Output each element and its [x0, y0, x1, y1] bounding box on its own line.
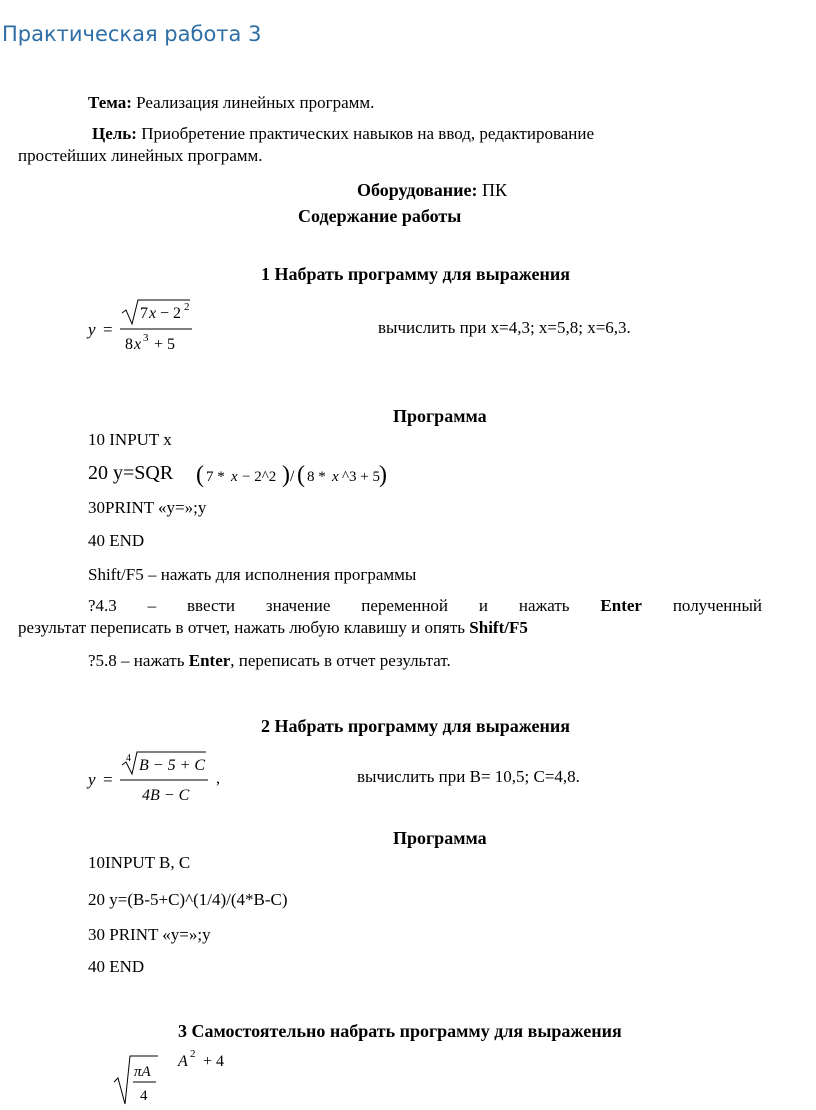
- formula3-radical-num: πA: [134, 1064, 151, 1080]
- task2-program-heading: Программа: [393, 828, 487, 848]
- equipment-value: ПК: [482, 180, 508, 200]
- task2-compute: вычислить при B= 10,5; C=4,8.: [357, 767, 580, 786]
- formula2-root-index: 4: [126, 753, 131, 764]
- task1-line30: 30PRINT «у=»;у: [88, 498, 207, 517]
- equipment-label: Оборудование:: [357, 180, 478, 200]
- paren-open-2: (: [297, 462, 305, 488]
- task1-formula: [80, 296, 210, 358]
- expr-8: 8 *: [307, 469, 326, 485]
- content-heading: Содержание работы: [298, 206, 462, 226]
- task1-shift-note: Shift/F5 – нажать для исполнения программы: [88, 565, 417, 584]
- formula3-right-rest: + 4: [203, 1053, 225, 1070]
- task1-program-heading: Программа: [393, 406, 487, 426]
- task2-line40: 40 END: [88, 957, 145, 976]
- topic-label: Тема:: [88, 93, 132, 112]
- task3-formula: [108, 1042, 248, 1108]
- paren-open-1: (: [196, 462, 204, 488]
- expr-minus: − 2^2: [242, 469, 277, 485]
- formula1-den-x: x: [134, 336, 142, 353]
- formula2-den: 4B − C: [142, 787, 190, 804]
- task2-line10: 10INPUT B, C: [88, 853, 191, 872]
- formula1-den-a: 8: [125, 336, 133, 353]
- expr-x1: x: [231, 469, 238, 485]
- task1-line10: 10 INPUT x: [88, 430, 172, 449]
- goal-line: [92, 124, 594, 144]
- formula3-right-base: A: [178, 1053, 188, 1070]
- task2-line20: 20 y=(B-5+C)^(1/4)/(4*B-C): [88, 890, 288, 909]
- task1-step2: ?5.8 – нажать Enter, переписать в отчет результат.: [88, 651, 451, 670]
- paren-close-2: ): [379, 462, 387, 488]
- task3-heading: 3 Самостоятельно набрать программу для выражения: [178, 1021, 622, 1041]
- task1-line20: [88, 462, 173, 485]
- formula1-den-exp: 3: [143, 332, 149, 344]
- goal-text-line1: Приобретение практических навыков на ввод, редактирование: [141, 124, 595, 143]
- task2-formula: [80, 748, 230, 808]
- formula1-num-a: 7: [140, 305, 148, 322]
- formula3-right-exp: 2: [190, 1048, 196, 1060]
- formula2-radicand: B − 5 + C: [139, 757, 206, 774]
- formula1-den-b: + 5: [154, 336, 176, 353]
- task2-heading: 2 Набрать программу для выражения: [261, 716, 571, 736]
- formula1-num-x: x: [149, 305, 157, 322]
- task1-step1-line1: ?4.3 – ввести значение переменной и нажать Enter полученный: [88, 596, 762, 615]
- goal-label: Цель:: [92, 124, 137, 143]
- equipment-line: [357, 180, 507, 201]
- paren-close-1: ): [282, 462, 290, 488]
- task1-compute: вычислить при x=4,3; x=5,8; x=6,3.: [378, 318, 631, 337]
- expr-7: 7 *: [206, 469, 225, 485]
- formula1-num-b: − 2: [160, 305, 182, 322]
- task2-line30: 30 PRINT «y=»;y: [88, 925, 211, 944]
- formula2-eq: =: [103, 770, 113, 789]
- topic-line: [88, 93, 374, 113]
- topic-text: Реализация линейных программ.: [136, 93, 375, 112]
- expr-div: /: [290, 468, 295, 485]
- goal-text-line2: простейших линейных программ.: [18, 146, 263, 165]
- formula2-comma: ,: [216, 770, 220, 787]
- formula2-lhs: y: [88, 770, 96, 789]
- task1-line20-prefix: 20 y=SQR: [88, 462, 174, 484]
- formula1-lhs: y: [88, 320, 96, 339]
- task1-heading: 1 Набрать программу для выражения: [261, 264, 571, 284]
- task1-step1-line2: результат переписать в отчет, нажать любую клавишу и опять Shift/F5: [18, 618, 528, 637]
- formula1-eq: =: [103, 320, 113, 339]
- formula1-num-exp: 2: [184, 301, 190, 313]
- page-title: Практическая работа 3: [2, 22, 262, 46]
- task1-line20-expr: [196, 458, 396, 490]
- task1-line40: 40 END: [88, 531, 145, 550]
- formula3-radical-den: 4: [140, 1088, 148, 1104]
- expr-x2: x: [332, 469, 339, 485]
- expr-cube: ^3 + 5: [342, 469, 380, 485]
